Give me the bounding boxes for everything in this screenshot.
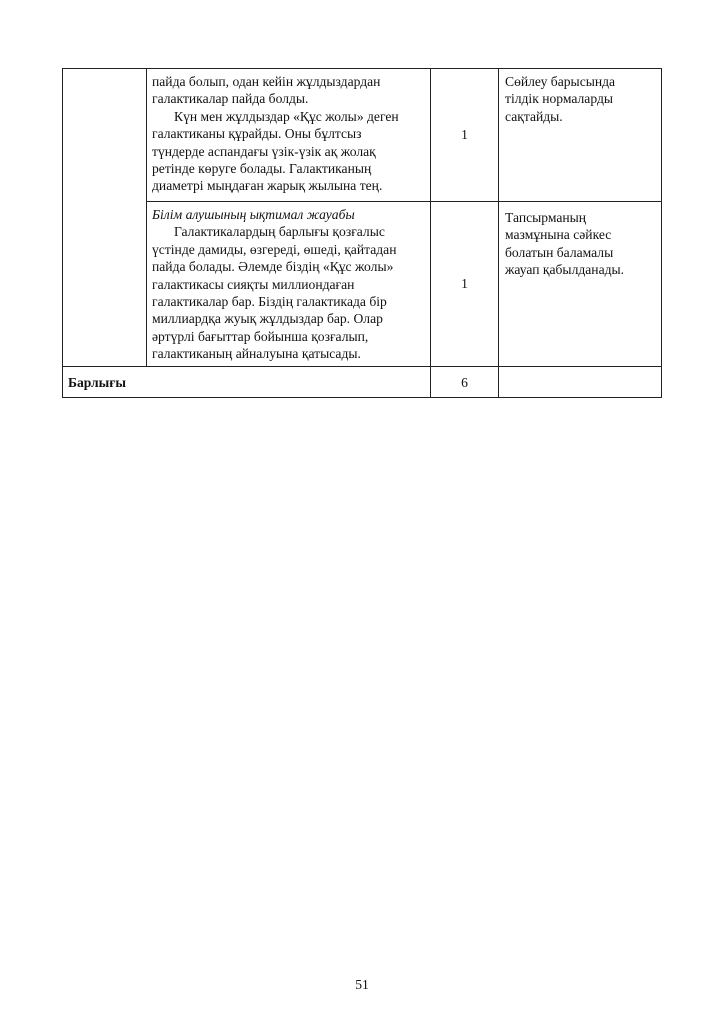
row2-criteria-line-1: Тапсырманың [505, 210, 587, 225]
row2-criteria-line-2: мазмұнына сәйкес [505, 227, 612, 243]
row1-para-line-4: ретінде көруге болады. Галактиканың [152, 161, 372, 177]
table-border-col2 [430, 68, 431, 398]
row1-line-2: галактикалар пайда болды. [152, 91, 309, 107]
row2-score: 1 [461, 276, 468, 291]
table-border-col3 [498, 68, 499, 398]
row1-para-line-1: Күн мен жұлдыздар «Құс жолы» деген [174, 108, 399, 124]
row1-criteria-line-2: тілдік нормаларды [505, 91, 614, 107]
row1-para-line-5: диаметрі мыңдаған жарық жылына тең. [152, 178, 383, 194]
row1-criteria-cell [505, 73, 659, 125]
assessment-table [62, 68, 662, 398]
row2-criteria-cell [505, 209, 659, 279]
row2-para-line-4: галактикасы сияқты миллиондаған [152, 276, 355, 292]
row1-line-1: пайда болып, одан кейін жұлдыздардан [152, 74, 381, 89]
page-number: 51 [355, 977, 369, 992]
table-border-right [661, 68, 662, 398]
row2-answer-header: Білім алушының ықтимал жауабы [152, 207, 355, 222]
row2-para-line-2: үстінде дамиды, өзгереді, өшеді, қайтадан [152, 241, 397, 257]
table-border-top [62, 68, 662, 69]
table-border-col1 [146, 68, 147, 366]
row2-para-line-3: пайда болады. Әлемде біздің «Құс жолы» [152, 259, 394, 275]
row1-criteria-line-3: сақтайды. [505, 108, 563, 124]
table-border-left [62, 68, 63, 398]
row2-para-line-8: галактиканың айналуына қатысады. [152, 346, 361, 362]
row1-content-cell [152, 73, 428, 195]
row2-para-line-5: галактикалар бар. Біздің галактикада бір [152, 294, 387, 310]
row1-score: 1 [461, 127, 468, 142]
row2-para-line-7: әртүрлі бағыттар бойынша қозғалып, [152, 328, 369, 344]
total-score: 6 [461, 375, 468, 390]
row2-para-line-1: Галактикалардың барлығы қозғалыс [174, 224, 385, 240]
row1-criteria-line-1: Сөйлеу барысында [505, 74, 616, 89]
row2-content-cell [152, 206, 428, 363]
table-border-row-split [146, 201, 662, 202]
row1-para-line-3: түндерде аспандағы үзік-үзік ақ жолақ [152, 143, 376, 159]
row2-para-line-6: миллиардқа жуық жұлдыздар бар. Олар [152, 311, 383, 327]
table-border-bottom [62, 397, 662, 398]
row2-criteria-line-4: жауап қабылданады. [505, 262, 625, 278]
row2-criteria-line-3: болатын баламалы [505, 244, 614, 260]
table-border-total-top [62, 366, 662, 367]
total-label: Барлығы [68, 375, 127, 390]
row1-para-line-2: галактиканы құрайды. Оны бұлтсыз [152, 126, 362, 142]
